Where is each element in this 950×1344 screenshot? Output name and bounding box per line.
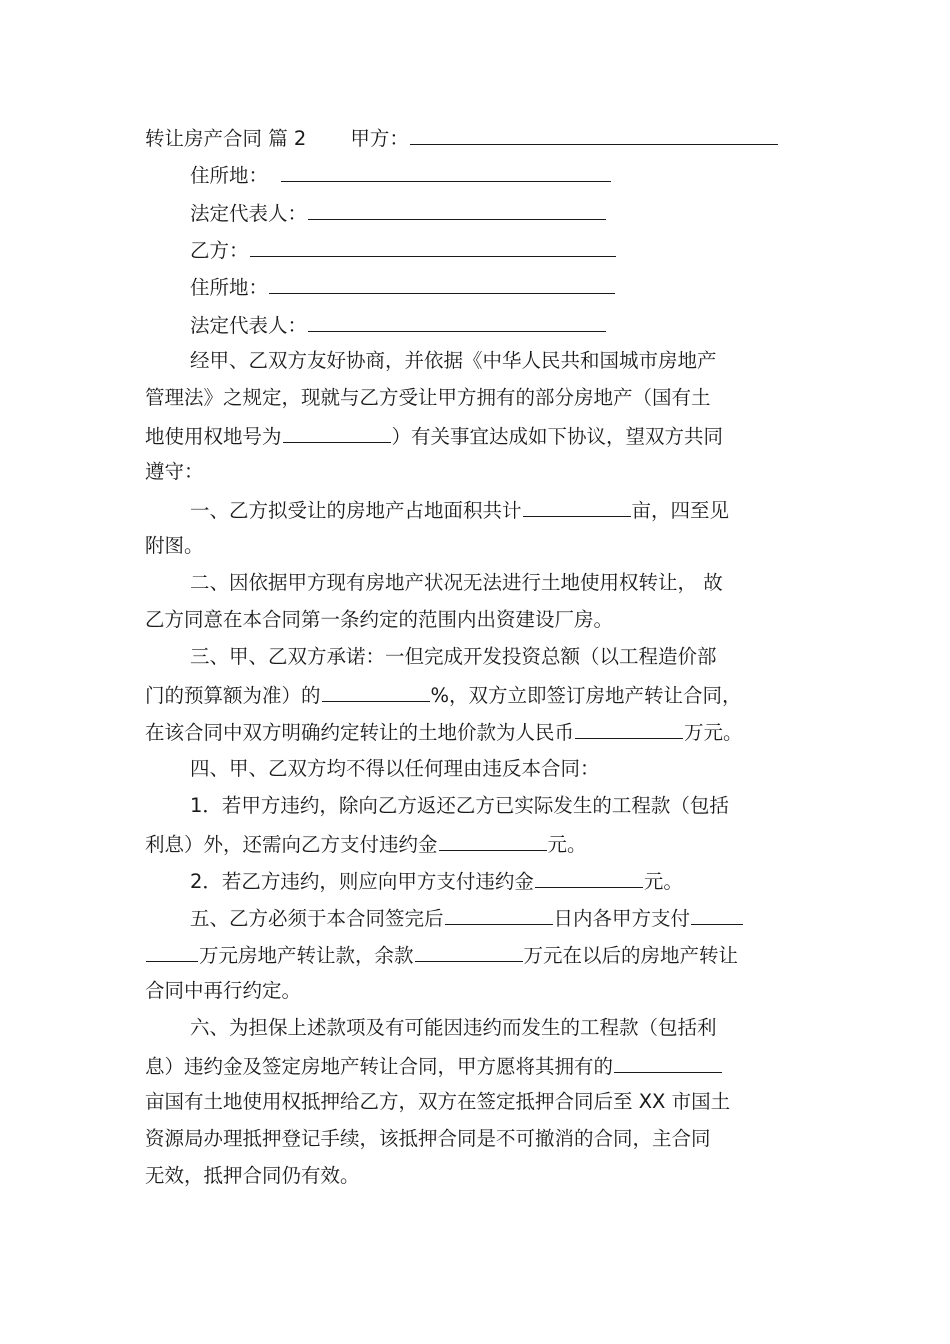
clause-1-text: 一、乙方拟受让的房地产占地面积共计 <box>190 499 522 522</box>
days-blank[interactable] <box>445 904 553 925</box>
land-price-blank[interactable] <box>575 718 683 739</box>
clause-5-line-2 <box>145 941 810 969</box>
party-b-label: 乙方： <box>190 239 249 262</box>
balance-text: 万元在以后的房地产转让 <box>523 944 739 967</box>
percent-blank[interactable] <box>322 681 430 702</box>
clause-3-text-cont: %，双方立即签订房地产转让合同， <box>430 684 742 707</box>
party-b-rep-line <box>190 311 810 339</box>
land-lot-number-blank[interactable] <box>283 422 391 443</box>
payment-blank-end[interactable] <box>146 941 198 962</box>
mortgage-area-blank[interactable] <box>614 1052 722 1073</box>
document-title: 转让房产合同 篇 2 <box>145 127 307 150</box>
clause-3-text: 门的预算额为准）的 <box>145 684 321 707</box>
clause-6-text: 息）违约金及签定房地产转让合同，甲方愿将其拥有的 <box>145 1055 614 1078</box>
party-b-address-blank[interactable] <box>269 273 615 294</box>
penalty-a-blank[interactable] <box>439 830 547 851</box>
clause-4-sub-1-line-1: 1．若甲方违约，除向乙方返还乙方已实际发生的工程款（包括 <box>190 794 729 817</box>
title-line <box>145 124 810 152</box>
penalty-b-text: 2．若乙方违约，则应向甲方支付违约金 <box>190 870 534 893</box>
clause-6-line-1: 六、为担保上述款项及有可能因违约而发生的工程款（包括利 <box>190 1016 717 1039</box>
payment-text: 万元房地产转让款，余款 <box>199 944 414 967</box>
party-b-address-line <box>190 273 810 301</box>
party-b-address-label: 住所地： <box>190 276 269 299</box>
party-a-rep-blank[interactable] <box>308 199 606 220</box>
clause-2-line-2: 乙方同意在本合同第一条约定的范围内出资建设厂房。 <box>145 608 614 631</box>
balance-blank[interactable] <box>415 941 523 962</box>
clause-3-price-text: 在该合同中双方明确约定转让的土地价款为人民币 <box>145 721 575 744</box>
clause-5-text: 五、乙方必须于本合同签完后 <box>190 907 444 930</box>
clause-5-line-3: 合同中再行约定。 <box>145 979 302 1002</box>
intro-text: 地使用权地号为 <box>145 425 282 448</box>
clause-6-line-2 <box>145 1052 810 1080</box>
area-blank[interactable] <box>523 496 631 517</box>
penalty-a-text: 利息）外，还需向乙方支付违约金 <box>145 833 438 856</box>
party-a-blank[interactable] <box>410 124 778 145</box>
clause-5-line-1 <box>190 904 810 932</box>
penalty-a-unit: 元。 <box>547 833 587 856</box>
clause-6-line-3: 亩国有土地使用权抵押给乙方，双方在签定抵押合同后至 XX 市国土 <box>145 1090 731 1113</box>
intro-line-1: 经甲、乙双方友好协商，并依据《中华人民共和国城市房地产 <box>190 349 717 372</box>
clause-4-line-1: 四、甲、乙双方均不得以任何理由违反本合同： <box>190 757 600 780</box>
party-a-address-label: 住所地： <box>190 164 269 187</box>
clause-3-line-3 <box>145 718 810 746</box>
clause-2-line-1: 二、因依据甲方现有房地产状况无法进行土地使用权转让， 故 <box>190 571 723 594</box>
party-a-label: 甲方： <box>350 127 409 150</box>
clause-1-text-cont: 亩，四至见 <box>631 499 730 522</box>
clause-5-text-cont: 日内各甲方支付 <box>553 907 691 930</box>
clause-6-line-5: 无效，抵押合同仍有效。 <box>145 1164 360 1187</box>
clause-4-sub-1-line-2 <box>145 830 810 858</box>
party-b-rep-blank[interactable] <box>308 311 606 332</box>
party-a-rep-label: 法定代表人： <box>190 202 308 225</box>
clause-1-line-2: 附图。 <box>145 534 204 557</box>
payment-blank-start[interactable] <box>691 904 743 925</box>
intro-line-3 <box>145 422 810 450</box>
intro-text-cont: ）有关事宜达成如下协议，望双方共同 <box>391 425 724 448</box>
intro-line-4: 遵守： <box>145 460 204 483</box>
clause-3-price-unit: 万元。 <box>684 721 743 744</box>
clause-1-line-1 <box>190 496 810 524</box>
party-a-address-line <box>190 161 810 189</box>
clause-4-sub-2 <box>190 867 810 895</box>
party-a-address-blank[interactable] <box>281 161 611 182</box>
party-b-line <box>190 236 810 264</box>
party-b-blank[interactable] <box>250 236 616 257</box>
clause-3-line-1: 三、甲、乙双方承诺：一但完成开发投资总额（以工程造价部 <box>190 645 717 668</box>
party-a-rep-line <box>190 199 810 227</box>
penalty-b-unit: 元。 <box>643 870 683 893</box>
party-b-rep-label: 法定代表人： <box>190 314 308 337</box>
clause-3-line-2 <box>145 681 810 709</box>
intro-line-2: 管理法》之规定，现就与乙方受让甲方拥有的部分房地产（国有土 <box>145 386 711 409</box>
clause-6-line-4: 资源局办理抵押登记手续，该抵押合同是不可撤消的合同，主合同 <box>145 1127 711 1150</box>
penalty-b-blank[interactable] <box>535 867 643 888</box>
